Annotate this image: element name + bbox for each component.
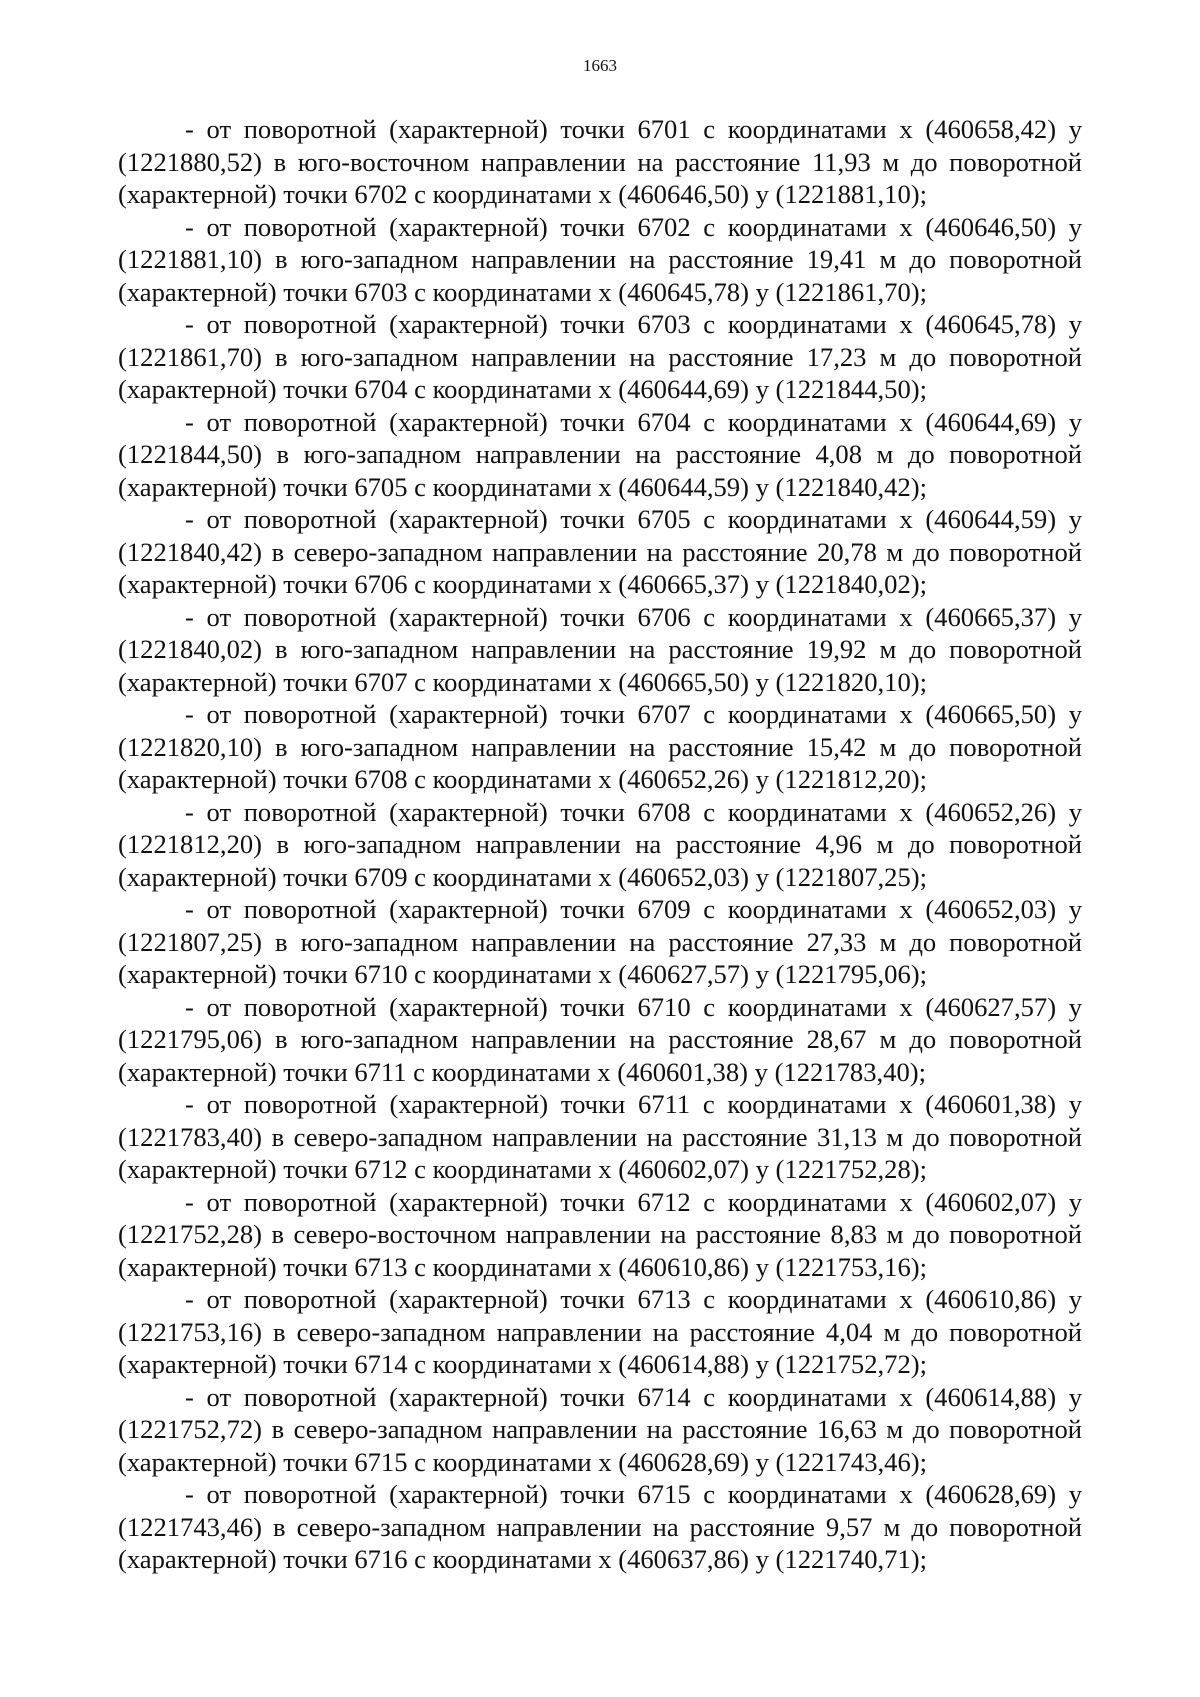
boundary-segment-6706-6707: - от поворотной (характерной) точки 6706 с координатами х (460665,37) у (1221840,02) в юго-западном направлении на расстояние 19,92 м до поворотной (характерной) точки 6707 с координатами х (460665,50) у (1221820,10); bbox=[118, 601, 1082, 697]
boundary-segment-6703-6704: - от поворотной (характерной) точки 6703 с координатами х (460645,78) у (1221861,70) в юго-западном направлении на расстояние 17,23 м до поворотной (характерной) точки 6704 с координатами х (460644,69) у (1221844,50); bbox=[118, 309, 1082, 404]
boundary-segment-6710-6711: - от поворотной (характерной) точки 6710 с координатами х (460627,57) у (1221795,06) в юго-западном направлении на расстояние 28,67 м до поворотной (характерной) точки 6711 с координатами х (460601,38) у (1221783,40); bbox=[118, 991, 1082, 1087]
document-body bbox=[118, 113, 1082, 1576]
boundary-segment-6708-6709: - от поворотной (характерной) точки 6708 с координатами х (460652,26) у (1221812,20) в юго-западном направлении на расстояние 4,96 м до поворотной (характерной) точки 6709 с координатами х (460652,03) у (1221807,25); bbox=[118, 796, 1082, 892]
boundary-segment-6705-6706: - от поворотной (характерной) точки 6705 с координатами х (460644,59) у (1221840,42) в северо-западном направлении на расстояние 20,78 м до поворотной (характерной) точки 6706 с координатами х (460665,37) у (1221840,02); bbox=[118, 504, 1082, 599]
boundary-segment-6707-6708: - от поворотной (характерной) точки 6707 с координатами х (460665,50) у (1221820,10) в юго-западном направлении на расстояние 15,42 м до поворотной (характерной) точки 6708 с координатами х (460652,26) у (1221812,20); bbox=[118, 699, 1082, 794]
boundary-segment-6704-6705: - от поворотной (характерной) точки 6704 с координатами х (460644,69) у (1221844,50) в юго-западном направлении на расстояние 4,08 м до поворотной (характерной) точки 6705 с координатами х (460644,59) у (1221840,42); bbox=[118, 406, 1082, 502]
boundary-segment-6714-6715: - от поворотной (характерной) точки 6714 с координатами х (460614,88) у (1221752,72) в северо-западном направлении на расстояние 16,63 м до поворотной (характерной) точки 6715 с координатами х (460628,69) у (1221743,46); bbox=[118, 1381, 1082, 1477]
boundary-segment-6713-6714: - от поворотной (характерной) точки 6713 с координатами х (460610,86) у (1221753,16) в северо-западном направлении на расстояние 4,04 м до поворотной (характерной) точки 6714 с координатами х (460614,88) у (1221752,72); bbox=[118, 1284, 1082, 1379]
boundary-segment-6712-6713: - от поворотной (характерной) точки 6712 с координатами х (460602,07) у (1221752,28) в северо-восточном направлении на расстояние 8,83 м до поворотной (характерной) точки 6713 с координатами х (460610,86) у (1221753,16); bbox=[118, 1186, 1082, 1282]
page-number: 1663 bbox=[583, 56, 617, 75]
boundary-segment-6702-6703: - от поворотной (характерной) точки 6702 с координатами х (460646,50) у (1221881,10) в юго-западном направлении на расстояние 19,41 м до поворотной (характерной) точки 6703 с координатами х (460645,78) у (1221861,70); bbox=[118, 211, 1082, 307]
boundary-segment-6709-6710: - от поворотной (характерной) точки 6709 с координатами х (460652,03) у (1221807,25) в юго-западном направлении на расстояние 27,33 м до поворотной (характерной) точки 6710 с координатами х (460627,57) у (1221795,06); bbox=[118, 894, 1082, 989]
boundary-segment-6715-6716: - от поворотной (характерной) точки 6715 с координатами х (460628,69) у (1221743,46) в северо-западном направлении на расстояние 9,57 м до поворотной (характерной) точки 6716 с координатами х (460637,86) у (1221740,71); bbox=[118, 1479, 1082, 1574]
boundary-segment-6711-6712: - от поворотной (характерной) точки 6711 с координатами х (460601,38) у (1221783,40) в северо-западном направлении на расстояние 31,13 м до поворотной (характерной) точки 6712 с координатами х (460602,07) у (1221752,28); bbox=[118, 1089, 1082, 1184]
boundary-segment-6701-6702: - от поворотной (характерной) точки 6701 с координатами х (460658,42) у (1221880,52) в юго-восточном направлении на расстояние 11,93 м до поворотной (характерной) точки 6702 с координатами х (460646,50) у (1221881,10); bbox=[118, 114, 1082, 209]
